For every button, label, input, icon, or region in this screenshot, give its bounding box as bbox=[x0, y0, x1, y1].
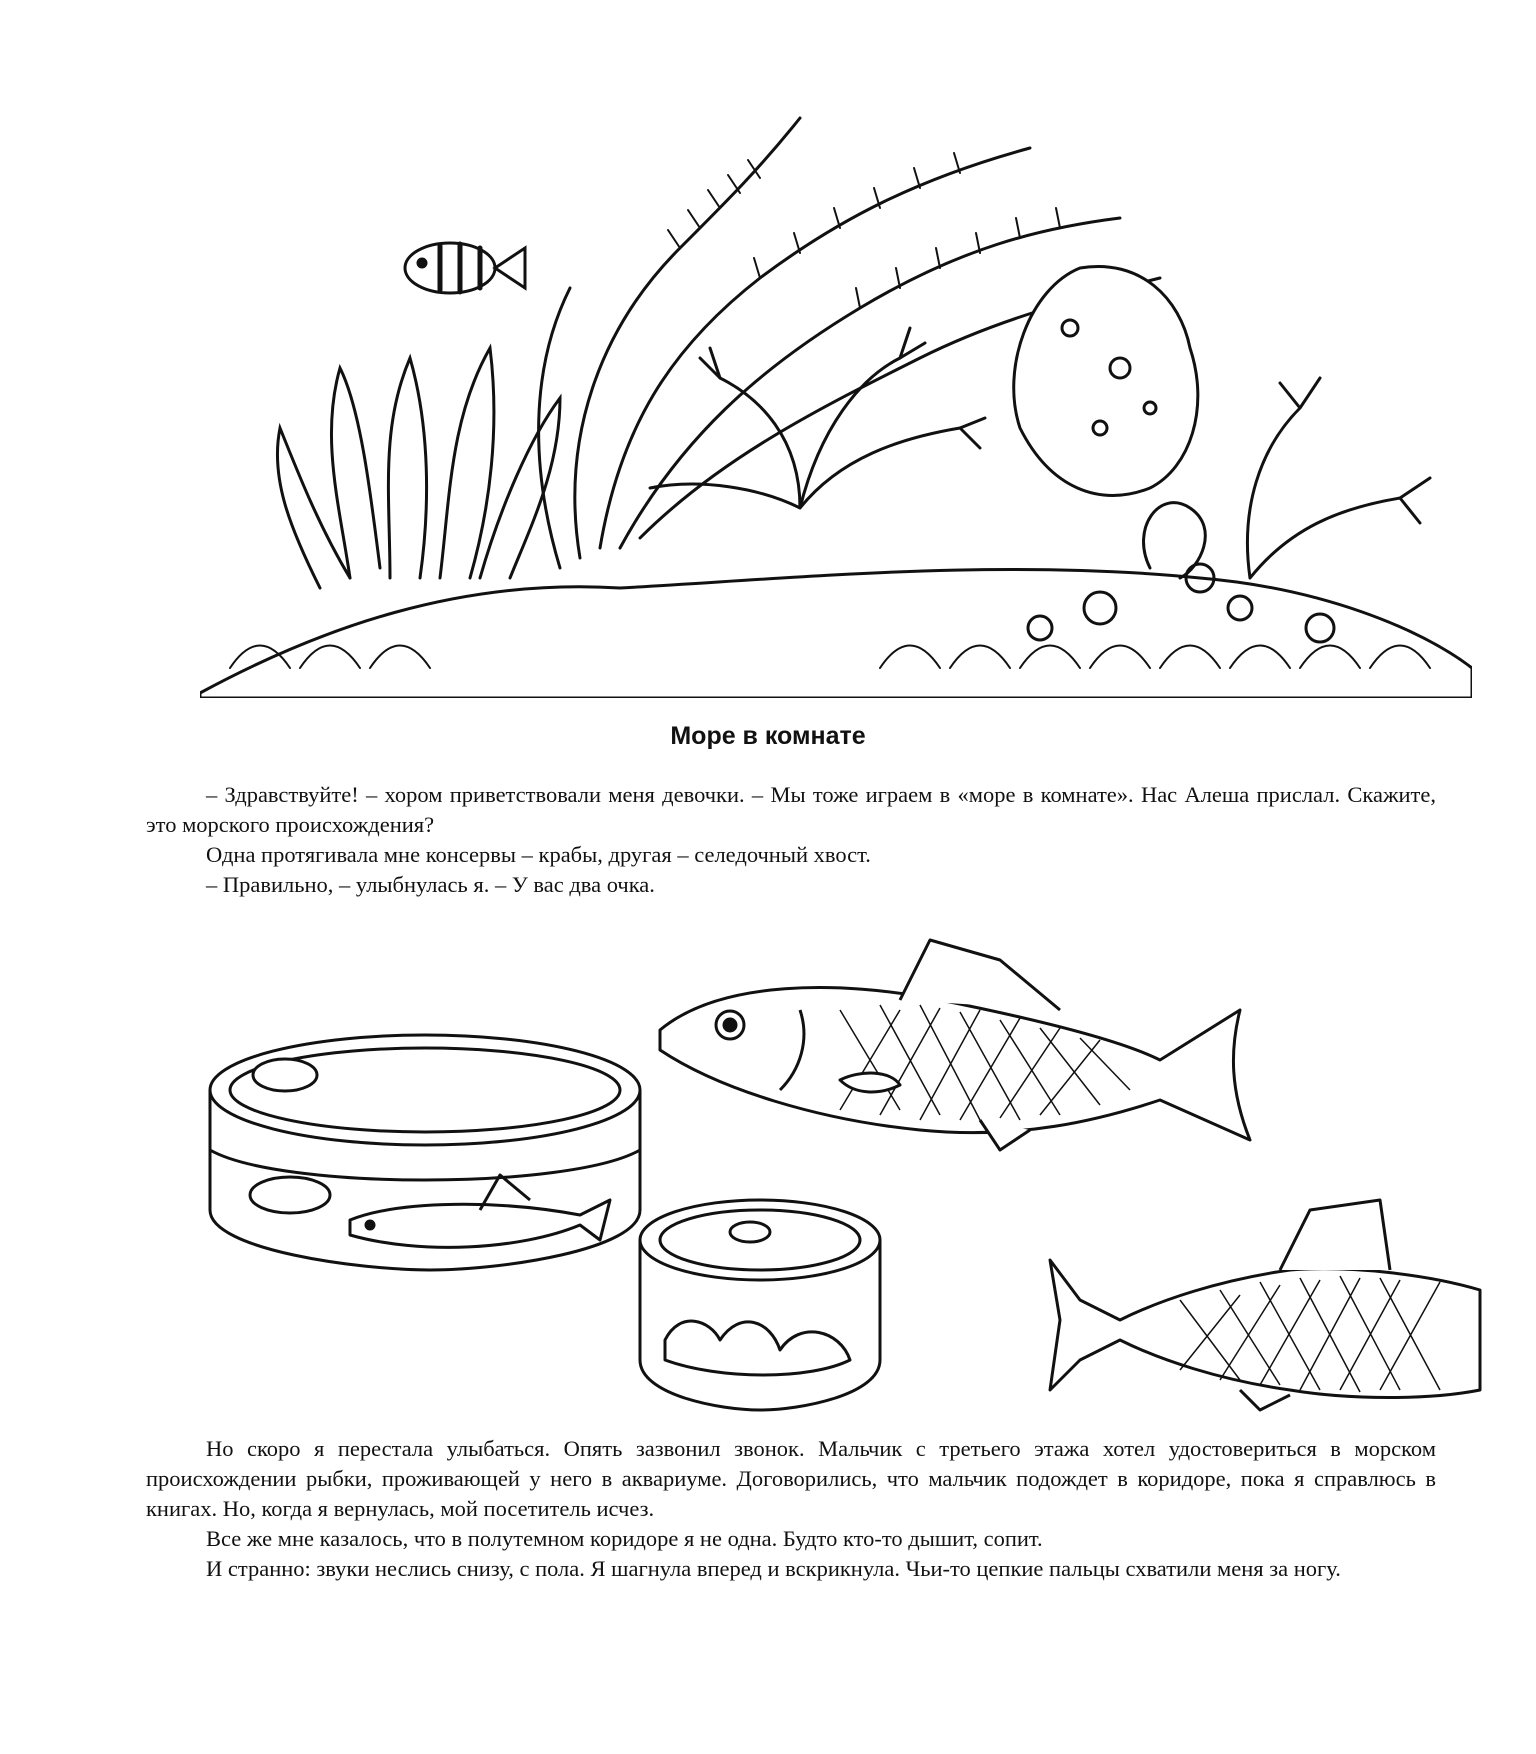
coral-reef-illustration bbox=[200, 108, 1472, 698]
text-block-top bbox=[146, 780, 1436, 900]
paragraph: – Правильно, – улыбнулась я. – У вас два очка. bbox=[206, 872, 655, 897]
herring-icon bbox=[1050, 1200, 1480, 1410]
paragraph: И странно: звуки неслись снизу, с пола. Я шагнула вперед и вскрикнула. Чьи-то цепкие пальцы схватили меня за ногу. bbox=[206, 1556, 1341, 1581]
sardine-can-icon bbox=[210, 1035, 640, 1270]
crab-can-icon bbox=[640, 1200, 880, 1410]
paragraph: Но скоро я перестала улыбаться. Опять зазвонил звонок. Мальчик с третьего этажа хотел удостовериться в морском происхождении рыбки, проживающей у него в аквариуме. Договорились, что мальчик подождет в коридоре, пока я справлюсь в книгах. Но, когда я вернулась, мой посетитель исчез. bbox=[146, 1436, 1436, 1521]
paragraph: Одна протягивала мне консервы – крабы, другая – селедочный хвост. bbox=[206, 842, 871, 867]
cans-and-fish-illustration bbox=[200, 920, 1490, 1420]
page-title: Море в комнате bbox=[670, 722, 866, 750]
paragraph: Все же мне казалось, что в полутемном коридоре я не одна. Будто кто-то дышит, сопит. bbox=[206, 1526, 1043, 1551]
herring-icon bbox=[660, 940, 1250, 1150]
text-block-bottom bbox=[146, 1434, 1436, 1584]
paragraph: – Здравствуйте! – хором приветствовали меня девочки. – Мы тоже играем в «море в комнате». Нас Алеша прислал. Скажите, это морского происхождения? bbox=[146, 782, 1436, 837]
